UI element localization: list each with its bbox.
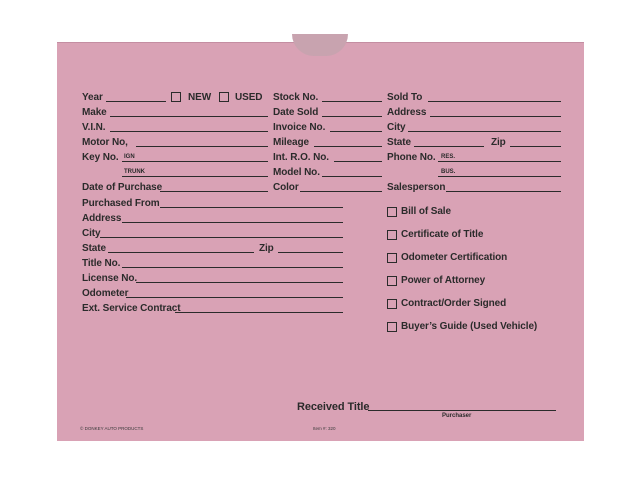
motor-field[interactable] xyxy=(136,146,268,147)
motor-label: Motor No, xyxy=(82,137,128,148)
trunk-label: TRUNK xyxy=(124,169,145,175)
bill-of-sale-label: Bill of Sale xyxy=(401,206,451,217)
year-field[interactable] xyxy=(106,101,166,102)
phone-label: Phone No. xyxy=(387,152,436,163)
vin-field[interactable] xyxy=(110,131,268,132)
int-ro-field[interactable] xyxy=(334,161,382,162)
odometer-certification-label: Odometer Certification xyxy=(401,252,508,263)
trunk-field[interactable] xyxy=(122,176,268,177)
power-of-attorney-label: Power of Attorney xyxy=(401,275,486,286)
buyer-state-label: State xyxy=(387,137,411,148)
certificate-of-title-checkbox[interactable] xyxy=(387,230,397,240)
state-label: State xyxy=(82,243,106,254)
received-title-label: Received Title xyxy=(297,401,370,413)
ign-field[interactable] xyxy=(122,161,268,162)
date-purchase-field[interactable] xyxy=(160,191,268,192)
buyer-state-field[interactable] xyxy=(414,146,484,147)
make-field[interactable] xyxy=(110,116,268,117)
buyer-zip-field[interactable] xyxy=(510,146,561,147)
contract-order-signed-label: Contract/Order Signed xyxy=(401,298,507,309)
power-of-attorney-checkbox[interactable] xyxy=(387,276,397,286)
year-label: Year xyxy=(82,92,103,103)
int-ro-label: Int. R.O. No. xyxy=(273,152,329,163)
city-field[interactable] xyxy=(100,237,343,238)
date-purchase-label: Date of Purchase xyxy=(82,182,163,193)
phone-bus-field[interactable] xyxy=(438,176,561,177)
buyer-address-field[interactable] xyxy=(430,116,561,117)
salesperson-label: Salesperson xyxy=(387,182,446,193)
new-label: NEW xyxy=(188,92,212,103)
color-field[interactable] xyxy=(300,191,382,192)
invoice-field[interactable] xyxy=(330,131,382,132)
buyer-zip-label: Zip xyxy=(491,137,506,148)
bill-of-sale-checkbox[interactable] xyxy=(387,207,397,217)
sold-to-field[interactable] xyxy=(428,101,561,102)
ign-label: IGN xyxy=(124,154,135,160)
salesperson-field[interactable] xyxy=(446,191,561,192)
purchased-from-label: Purchased From xyxy=(82,198,160,209)
stock-label: Stock No. xyxy=(273,92,319,103)
color-label: Color xyxy=(273,182,299,193)
stock-field[interactable] xyxy=(322,101,382,102)
date-sold-label: Date Sold xyxy=(273,107,319,118)
res-label: RES. xyxy=(441,154,456,160)
used-label: USED xyxy=(235,92,263,103)
buyer-city-field[interactable] xyxy=(408,131,561,132)
buyers-guide-checkbox[interactable] xyxy=(387,322,397,332)
zip-field[interactable] xyxy=(278,252,343,253)
address-field[interactable] xyxy=(122,222,343,223)
mileage-label: Mileage xyxy=(273,137,309,148)
model-field[interactable] xyxy=(322,176,382,177)
brand-footer: © DONKEY AUTO PRODUCTS xyxy=(80,426,144,431)
phone-res-field[interactable] xyxy=(438,161,561,162)
model-label: Model No. xyxy=(273,167,320,178)
vin-label: V.I.N. xyxy=(82,122,106,133)
purchased-from-field[interactable] xyxy=(160,207,343,208)
odometer-certification-checkbox[interactable] xyxy=(387,253,397,263)
received-title-signature-line[interactable] xyxy=(368,410,556,411)
title-no-field[interactable] xyxy=(122,267,343,268)
contract-order-signed-checkbox[interactable] xyxy=(387,299,397,309)
ext-service-label: Ext. Service Contract xyxy=(82,303,181,314)
address-label: Address xyxy=(82,213,122,224)
zip-label: Zip xyxy=(259,243,274,254)
item-number: Item #: 320 xyxy=(313,426,336,431)
city-label: City xyxy=(82,228,101,239)
invoice-label: Invoice No. xyxy=(273,122,326,133)
make-label: Make xyxy=(82,107,107,118)
date-sold-field[interactable] xyxy=(322,116,382,117)
odometer-field[interactable] xyxy=(126,297,343,298)
key-label: Key No. xyxy=(82,152,119,163)
license-field[interactable] xyxy=(136,282,343,283)
bus-label: BUS. xyxy=(441,169,456,175)
state-field[interactable] xyxy=(108,252,254,253)
purchaser-label: Purchaser xyxy=(442,413,472,419)
mileage-field[interactable] xyxy=(314,146,382,147)
odometer-label: Odometer xyxy=(82,288,129,299)
new-checkbox[interactable] xyxy=(171,92,181,102)
certificate-of-title-label: Certificate of Title xyxy=(401,229,484,240)
buyers-guide-label: Buyer’s Guide (Used Vehicle) xyxy=(401,321,538,332)
buyer-address-label: Address xyxy=(387,107,427,118)
sold-to-label: Sold To xyxy=(387,92,423,103)
license-label: License No. xyxy=(82,273,138,284)
used-checkbox[interactable] xyxy=(219,92,229,102)
ext-service-field[interactable] xyxy=(175,312,343,313)
buyer-city-label: City xyxy=(387,122,406,133)
title-no-label: Title No. xyxy=(82,258,121,269)
